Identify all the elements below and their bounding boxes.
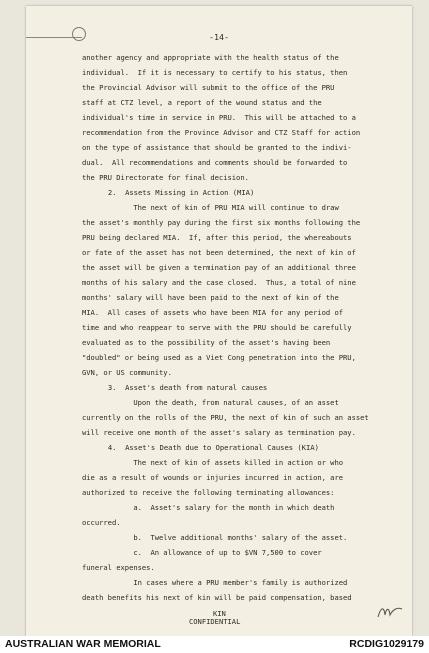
text-line: evaluated as to the possibility of the asset's having been [82,338,331,347]
text-line: individual. If it is necessary to certify to his status, then [82,68,348,77]
text-line: or fate of the asset has not been determined, the next of kin of [82,248,356,257]
text-line: death benefits his next of kin will be paid compensation, based [82,593,352,602]
text-line: recommendation from the Province Advisor and CTZ Staff for action [82,128,361,137]
text-line: on the type of assistance that should be granted to the indivi- [82,143,352,152]
text-line: dual. All recommendations and comments should be forwarded to [82,158,348,167]
text-line: authorized to receive the following terminating allowances: [82,488,335,497]
text-line: time and who reappear to serve with the PRU should be carefully [82,323,352,332]
text-line: a. Asset's salary for the month in which death [82,503,335,512]
text-line: individual's time in service in PRU. This will be attached to a [82,113,356,122]
text-line: The next of kin of PRU MIA will continue to draw [82,203,339,212]
text-line: MIA. All cases of assets who have been MIA for any period of [82,308,344,317]
text-line: funeral expenses. [82,563,155,572]
text-line: the asset will be given a termination pay of an additional three [82,263,356,272]
marking-text: KIN [213,609,226,618]
archive-source: AUSTRALIAN WAR MEMORIAL [5,638,161,650]
archive-reference: RCDIG1029179 [349,638,424,650]
text-line: GVN, or US community. [82,368,172,377]
text-line: The next of kin of assets killed in action or who [82,458,344,467]
page-number: -14- [209,32,229,42]
text-line: PRU being declared MIA. If, after this period, the whereabouts [82,233,352,242]
document-page [26,6,412,636]
text-line: will receive one month of the asset's salary as termination pay. [82,428,356,437]
text-line: currently on the rolls of the PRU, the next of kin of such an asset [82,413,369,422]
text-line: months of his salary and the case closed. Thus, a total of nine [82,278,356,287]
section-heading: 3. Asset's death from natural causes [82,383,268,392]
handwritten-initials [376,603,404,621]
text-line: In cases where a PRU member's family is authorized [82,578,348,587]
section-heading: 4. Asset's Death due to Operational Causes (KIA) [82,443,319,452]
section-heading: 2. Assets Missing in Action (MIA) [82,188,255,197]
archive-footer [0,636,429,653]
text-line: b. Twelve additional months' salary of the asset. [82,533,348,542]
text-line: the asset's monthly pay during the first six months following the [82,218,361,227]
text-line: another agency and appropriate with the health status of the [82,53,339,62]
text-line: staff at CTZ level, a report of the wound status and the [82,98,322,107]
text-line: the PRU Directorate for final decision. [82,173,249,182]
text-line: c. An allowance of up to $VN 7,500 to cover [82,548,322,557]
text-line: the Provincial Advisor will submit to the office of the PRU [82,83,335,92]
text-line: occurred. [82,518,121,527]
classification-marking: CONFIDENTIAL [189,617,241,626]
text-line: die as a result of wounds or injuries incurred in action, are [82,473,344,482]
text-line: months' salary will have been paid to the next of kin of the [82,293,339,302]
text-line: "doubled" or being used as a Viet Cong penetration into the PRU, [82,353,356,362]
text-line: Upon the death, from natural causes, of an asset [82,398,339,407]
